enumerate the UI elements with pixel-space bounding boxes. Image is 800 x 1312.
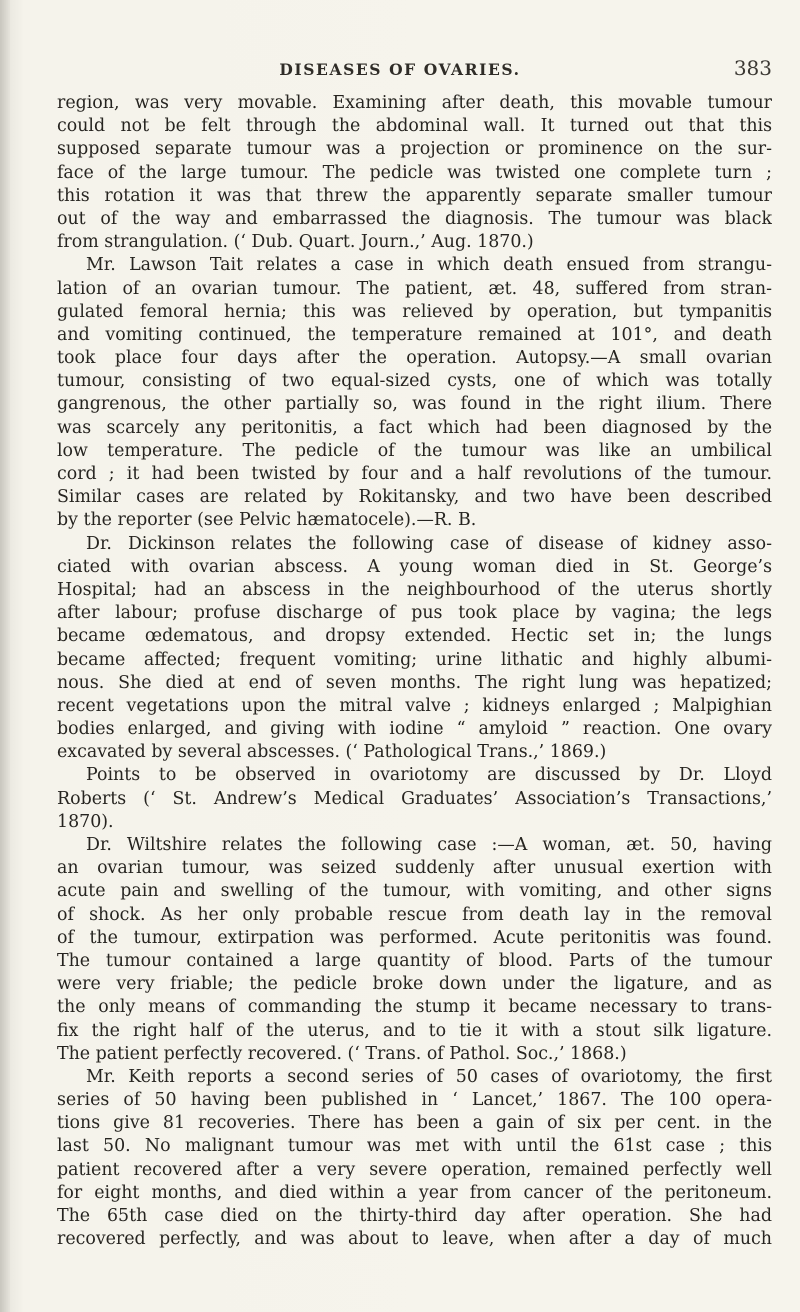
- text-line: gangrenous, the other partially so, was found in the right ilium. There: [57, 394, 772, 415]
- page-number: 383: [733, 56, 772, 80]
- text-line: tumour, consisting of two equal-sized cysts, one of which was totally: [57, 371, 772, 392]
- text-line: Roberts (‘ St. Andrew’s Medical Graduates’ Association’s Transactions,’: [57, 788, 772, 809]
- text-line: Mr. Keith reports a second series of 50 cases of ovariotomy, the first: [86, 1066, 772, 1087]
- text-line: recovered perfectly, and was about to leave, when after a day of much: [57, 1229, 772, 1250]
- text-line: The patient perfectly recovered. (‘ Trans. of Pathol. Soc.,’ 1868.): [57, 1043, 627, 1064]
- text-line: Similar cases are related by Rokitansky, and two have been described: [57, 487, 772, 508]
- text-line: patient recovered after a very severe operation, remained perfectly well: [57, 1159, 772, 1180]
- text-line: Hospital; had an abscess in the neighbourhood of the uterus shortly: [57, 579, 772, 600]
- text-line: The tumour contained a large quantity of blood. Parts of the tumour: [57, 950, 772, 971]
- text-line: face of the large tumour. The pedicle was twisted one complete turn ;: [57, 162, 772, 183]
- text-line: this rotation it was that threw the apparently separate smaller tumour: [57, 185, 772, 206]
- text-line: by the reporter (see Pelvic hæmatocele).—R. B.: [57, 510, 477, 531]
- text-line: of shock. As her only probable rescue from death lay in the removal: [57, 904, 772, 925]
- text-line: cord ; it had been twisted by four and a half revolutions of the tumour.: [57, 464, 772, 484]
- text-line: Mr. Lawson Tait relates a case in which death ensued from strangu-: [86, 255, 772, 276]
- text-line: 1870).: [57, 811, 114, 832]
- text-line: region, was very movable. Examining after death, this movable tumour: [57, 93, 772, 113]
- text-line: bodies enlarged, and giving with iodine “ amyloid ” reaction. One ovary: [57, 719, 772, 740]
- text-line: took place four days after the operation. Autopsy.—A small ovarian: [57, 348, 772, 369]
- text-line: acute pain and swelling of the tumour, with vomiting, and other signs: [57, 881, 772, 902]
- page-gutter: [0, 0, 10, 1312]
- text-line: gulated femoral hernia; this was relieved by operation, but tympanitis: [57, 301, 772, 322]
- text-line: the only means of commanding the stump it became necessary to trans-: [57, 997, 772, 1018]
- text-line: Points to be observed in ovariotomy are discussed by Dr. Lloyd: [86, 765, 772, 786]
- text-line: could not be felt through the abdominal wall. It turned out that this: [57, 116, 772, 137]
- text-line: low temperature. The pedicle of the tumour was like an umbilical: [57, 440, 772, 461]
- text-line: supposed separate tumour was a projection or prominence on the sur-: [57, 139, 772, 160]
- text-line: ciated with ovarian abscess. A young woman died in St. George’s: [57, 556, 772, 577]
- text-line: after labour; profuse discharge of pus took place by vagina; the legs: [57, 603, 772, 624]
- text-line: were very friable; the pedicle broke down under the ligature, and as: [57, 974, 772, 995]
- running-head: [0, 56, 800, 86]
- text-line: lation of an ovarian tumour. The patient, æt. 48, suffered from stran-: [57, 278, 772, 299]
- text-line: an ovarian tumour, was seized suddenly after unusual exertion with: [57, 858, 772, 879]
- text-line: of the tumour, extirpation was performed. Acute peritonitis was found.: [57, 927, 772, 948]
- text-line: from strangulation. (‘ Dub. Quart. Journ.,’ Aug. 1870.): [57, 232, 534, 253]
- text-line: and vomiting continued, the temperature remained at 101°, and death: [57, 324, 772, 345]
- text-line: for eight months, and died within a year from cancer of the peritoneum.: [57, 1182, 772, 1203]
- text-line: excavated by several abscesses. (‘ Pathological Trans.,’ 1869.): [57, 742, 607, 763]
- text-line: last 50. No malignant tumour was met with until the 61st case ; this: [57, 1136, 772, 1157]
- text-line: Dr. Dickinson relates the following case of disease of kidney asso-: [86, 533, 772, 554]
- text-line: tions give 81 recoveries. There has been a gain of six per cent. in the: [57, 1113, 772, 1134]
- text-line: became œdematous, and dropsy extended. Hectic set in; the lungs: [57, 626, 772, 647]
- text-line: became affected; frequent vomiting; urine lithatic and highly albumi-: [57, 649, 772, 670]
- text-line: fix the right half of the uterus, and to tie it with a stout silk ligature.: [57, 1020, 772, 1041]
- text-line: recent vegetations upon the mitral valve ; kidneys enlarged ; Malpighian: [57, 695, 772, 716]
- text-line: series of 50 having been published in ‘ Lancet,’ 1867. The 100 opera-: [57, 1090, 772, 1111]
- text-line: Dr. Wiltshire relates the following case :—A woman, æt. 50, having: [86, 835, 772, 855]
- text-line: out of the way and embarrassed the diagnosis. The tumour was black: [57, 208, 772, 229]
- text-line: The 65th case died on the thirty-third day after operation. She had: [57, 1206, 772, 1226]
- body-text: [57, 92, 772, 1251]
- running-head-title: DISEASES OF OVARIES.: [279, 60, 521, 79]
- text-line: was scarcely any peritonitis, a fact which had been diagnosed by the: [57, 417, 772, 438]
- text-line: nous. She died at end of seven months. The right lung was hepatized;: [57, 672, 772, 693]
